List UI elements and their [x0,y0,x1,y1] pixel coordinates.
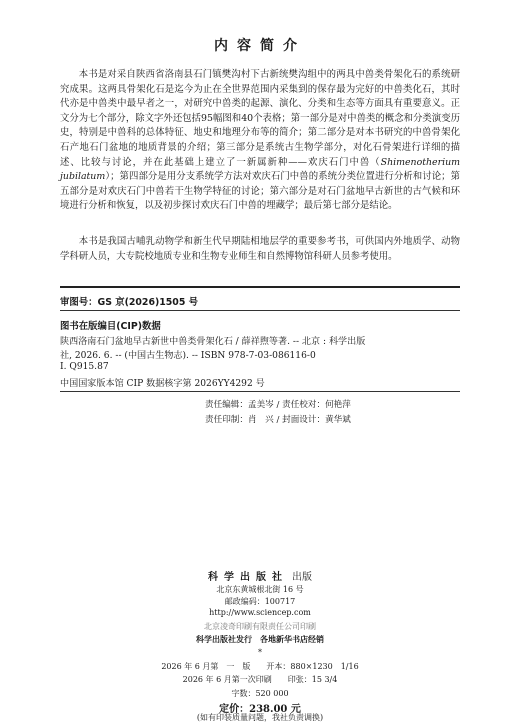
production-line: 责任印制：肖 兴 / 封面设计：黄华斌 [205,415,351,425]
website: http://www.sciencep.com [209,608,311,617]
summary-text [60,68,460,214]
cip-line-3: Ⅰ. Q915.87 [60,362,109,372]
quality-note: (如有印装质量问题，我社负责调换) [196,713,324,722]
summary-paragraph-2: 本书是我国古哺乳动物学和新生代早期陆相地层学的重要参考书，可供国内外地质学、动物学科研人员，大专院校地质专业和生物专业师生和自然博物馆科研人员参考使用。 [60,236,460,262]
printer: 北京凌奇印刷有限责任公司印刷 [204,622,316,631]
summary-text-part-1: 本书是对采自陕西省洛南县石门镇樊沟村下古新统樊沟组中的两具中兽类骨架化石的系统研究成果。这两具骨架化石是迄今为止在全世界范围内采集到的保存最为完好的中兽类化石，其时代亦是中兽类中最早者之一，对研究中兽类的起源、演化、分类和生态等方面具有重要意义。正文分为七个部分，除文字外还包括95幅图和40个表格；第一部分是对中兽类的概念和分类演变历史，特别是中兽科的总体特征、地史和地理分布等的简介；第二部分是对本书研究的中兽骨架化石产地石门盆地的地质背景的介绍；第三部分是系统古生物学部分，对化石骨架进行详细的描述、比较与讨论，并在此基础上建立了一新属新种——欢庆石门中兽（ [60,69,460,168]
divider-cip-top [60,310,460,311]
page-title: 内容简介 [214,38,306,54]
edition-info: 2026 年 6 月第 一 版 开本：880×1230 1/16 [161,662,359,671]
summary-paragraph-1 [60,68,460,214]
publisher-line [0,568,520,583]
publisher-address: 北京东黄城根北街 16 号 [216,585,304,594]
distribution: 科学出版社发行 各地新华书店经销 [196,634,324,644]
word-count: 字数：520 000 [231,689,289,698]
cip-line-2: 社, 2026. 6. -- (中国古生物志). -- ISBN 978-7-03-086116-0 [60,351,316,361]
map-review-number: 审图号：GS 京(2026)1505 号 [60,297,198,308]
cip-line-1: 陕西洛南石门盆地早古新世中兽类骨架化石 / 薛祥煦等著. -- 北京 : 科学出版 [60,337,366,347]
price: 定价：238.00 元 [219,704,301,715]
cip-line-4: 中国国家版本馆 CIP 数据核字第 2026YY4292 号 [60,379,265,389]
divider-top [60,286,460,288]
publisher-suffix: 出版 [292,572,312,583]
editor-line: 责任编辑：孟美岑 / 责任校对：何艳萍 [205,400,351,410]
cip-heading: 图书在版编目(CIP)数据 [60,321,161,332]
species-name: Shimenotherium jubilatum [60,156,460,183]
summary-text-part-2: ）；第四部分是用分支系统学方法对欢庆石门中兽的系统分类位置进行分析和讨论；第五部分是对欢庆石门中兽若干生物学特征的讨论；第六部分是对石门盆地早古新世的古气候和环境进行分析和恢复，以及初步探讨欢庆石门中兽的埋藏学；最后第七部分是结论。 [60,171,460,212]
separator-star: * [258,648,262,657]
divider-cip-bottom [60,391,460,392]
printing-info: 2026 年 6 月第一次印刷 印张：15 3/4 [182,675,338,684]
publisher-name: 科学出版社 [208,572,288,583]
usage-text [60,235,460,264]
postcode: 邮政编码：100717 [224,597,296,606]
